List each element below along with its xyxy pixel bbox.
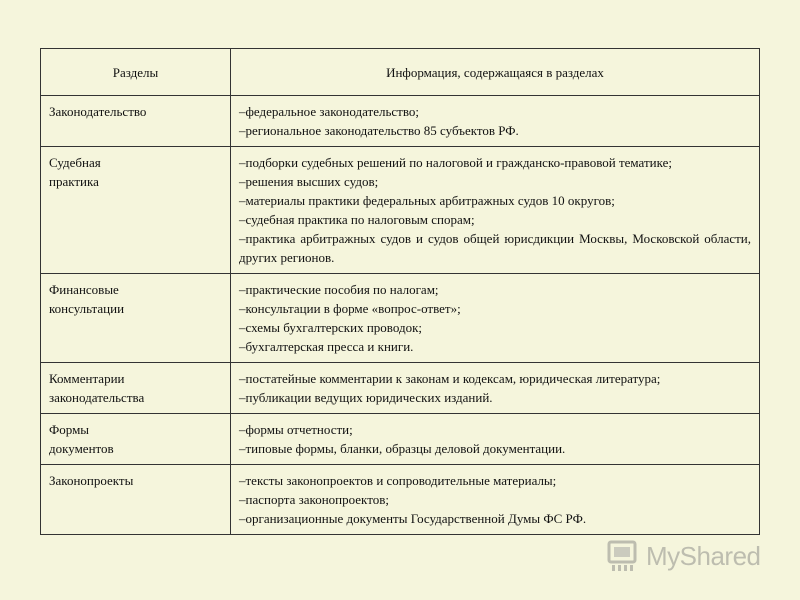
table-row <box>41 363 760 414</box>
info-item: –паспорта законопроектов; <box>239 492 389 507</box>
info-item: –схемы бухгалтерских проводок; <box>239 320 422 335</box>
info-item: –федеральное законодательство; <box>239 104 420 119</box>
section-info <box>231 465 760 535</box>
info-item: –бухгалтерская пресса и книги. <box>239 339 414 354</box>
table-row <box>41 147 760 274</box>
section-info <box>231 414 760 465</box>
info-item: –практические пособия по налогам; <box>239 282 439 297</box>
section-info <box>231 96 760 147</box>
header-sections: Разделы <box>41 49 231 96</box>
section-info <box>231 147 760 274</box>
info-item: –судебная практика по налоговым спорам; <box>239 212 475 227</box>
info-item: –формы отчетности; <box>239 422 353 437</box>
table-row <box>41 465 760 535</box>
info-item: –региональное законодательство 85 субъектов РФ. <box>239 123 519 138</box>
info-item: –материалы практики федеральных арбитражных судов 10 округов; <box>239 193 615 208</box>
table-header-row <box>41 49 760 96</box>
header-info: Информация, содержащаяся в разделах <box>231 49 760 96</box>
section-name: Комментарии законодательства <box>41 363 231 414</box>
info-item: –практика арбитражных судов и судов общей юрисдикции Москвы, Московской области, других регионов. <box>239 231 751 265</box>
section-name: Формы документов <box>41 414 231 465</box>
section-name: Судебная практика <box>41 147 231 274</box>
watermark <box>606 536 766 576</box>
section-name: Финансовые консультации <box>41 274 231 363</box>
info-item: –публикации ведущих юридических изданий. <box>239 390 493 405</box>
table-row <box>41 274 760 363</box>
info-item: –консультации в форме «вопрос-ответ»; <box>239 301 461 316</box>
info-item: –подборки судебных решений по налоговой и гражданско-правовой тематике; <box>239 155 672 170</box>
section-name: Законопроекты <box>41 465 231 535</box>
info-item: –тексты законопроектов и сопроводительные материалы; <box>239 473 557 488</box>
table-row <box>41 96 760 147</box>
info-item: –постатейные комментарии к законам и кодексам, юридическая литература; <box>239 371 661 386</box>
table-row <box>41 414 760 465</box>
section-name: Законодательство <box>41 96 231 147</box>
myshared-logo-icon <box>606 539 640 573</box>
section-info <box>231 274 760 363</box>
sections-table <box>40 48 760 535</box>
info-item: –типовые формы, бланки, образцы деловой документации. <box>239 441 566 456</box>
info-item: –организационные документы Государственной Думы ФС РФ. <box>239 511 587 526</box>
watermark-text: MyShared <box>646 540 761 571</box>
info-item: –решения высших судов; <box>239 174 379 189</box>
section-info <box>231 363 760 414</box>
